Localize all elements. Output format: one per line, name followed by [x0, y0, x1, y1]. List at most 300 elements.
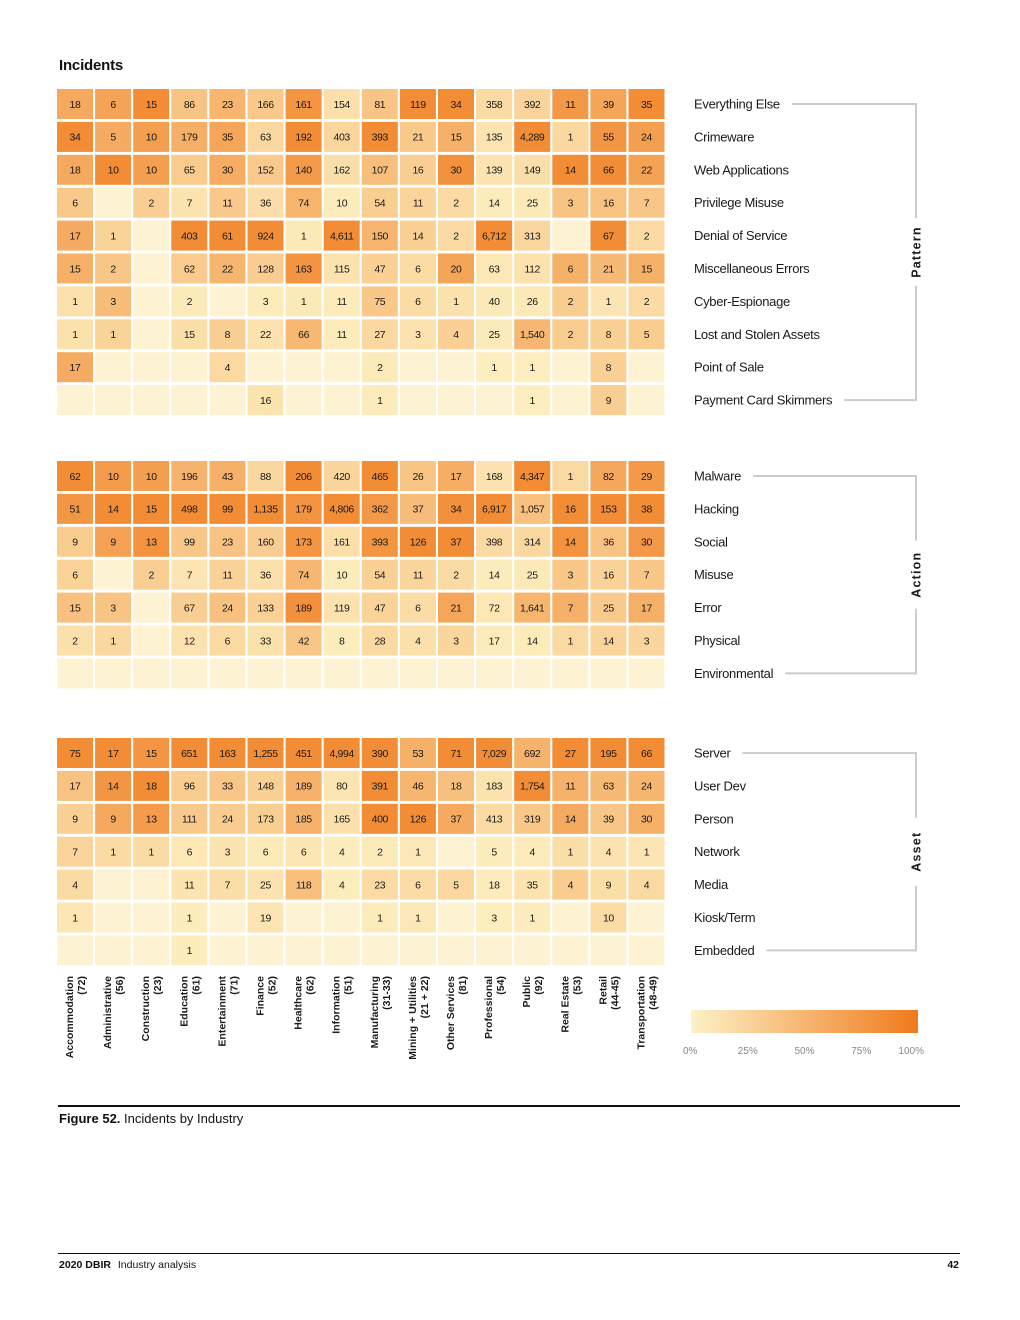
heatmap-cell [95, 188, 131, 218]
industry-axis-labels [64, 975, 660, 1059]
cell-value-label: 10 [145, 470, 157, 483]
row-label: Denial of Service [694, 228, 788, 244]
cell-value-label: 163 [295, 263, 312, 276]
heatmap-cell [209, 286, 245, 316]
cell-value-label: 10 [107, 470, 119, 483]
cell-value-label: 6 [300, 846, 307, 859]
cell-value-label: 7 [643, 197, 650, 210]
cell-value-label: 7 [567, 602, 574, 615]
cell-value-label: 451 [295, 747, 312, 760]
cell-value-label: 10 [145, 131, 157, 144]
cell-value-label: 18 [69, 164, 81, 177]
cell-value-label: 11 [336, 329, 347, 342]
cell-value-label: 74 [298, 197, 310, 210]
cell-value-label: 6 [415, 602, 421, 615]
cell-value-label: 1 [567, 470, 574, 483]
industry-label-text [521, 976, 545, 1008]
cell-value-label: 7 [72, 846, 78, 859]
cell-value-label: 16 [260, 394, 271, 407]
cell-value-label: 14 [526, 635, 538, 648]
cell-value-label: 36 [260, 197, 271, 210]
industry-label [559, 976, 583, 1033]
heatmap-cell [552, 385, 588, 415]
heatmap-cell [286, 658, 322, 688]
cell-value-label: 6 [224, 635, 231, 648]
row-label: Miscellaneous Errors [694, 261, 810, 276]
cell-value-label: 7 [186, 569, 193, 582]
cell-value-label: 4,289 [520, 131, 545, 144]
legend-tick-label: 0% [683, 1046, 698, 1057]
row-label: User Dev [694, 778, 746, 794]
cell-value-label: 5 [453, 879, 459, 892]
industry-label-line: (53) [571, 976, 584, 995]
cell-value-label: 1 [300, 296, 307, 309]
cell-value-label: 11 [184, 879, 195, 892]
row-label: Embedded [694, 942, 755, 958]
cell-value-label: 10 [145, 164, 157, 177]
industry-label-line: Construction [140, 976, 153, 1042]
industry-label [178, 976, 202, 1027]
cell-value-label: 65 [183, 164, 195, 177]
cell-value-label: 33 [260, 635, 271, 648]
cell-value-label: 47 [374, 263, 386, 276]
industry-label [140, 976, 164, 1041]
cell-value-label: 63 [602, 780, 614, 793]
cell-value-label: 3 [567, 569, 574, 582]
cell-value-label: 22 [641, 164, 652, 177]
cell-value-label: 38 [641, 503, 652, 516]
heatmap-cell [552, 658, 588, 688]
heatmap-cell [248, 935, 284, 965]
cell-value-label: 14 [488, 197, 500, 210]
cell-value-label: 1 [491, 362, 497, 374]
cell-value-label: 1,754 [520, 780, 545, 793]
cell-value-label: 6 [262, 846, 269, 859]
cell-value-label: 29 [641, 470, 652, 483]
cell-value-label: 168 [485, 470, 503, 483]
industry-label-text [102, 976, 126, 1049]
figure-caption [59, 1111, 243, 1126]
cell-value-label: 189 [295, 780, 312, 793]
industry-label-line: (81) [457, 976, 469, 995]
cell-value-label: 14 [107, 503, 119, 516]
industry-label-text [255, 976, 279, 1016]
cell-value-label: 17 [69, 362, 81, 374]
cell-value-label: 15 [145, 747, 157, 760]
cell-value-label: 46 [412, 780, 424, 793]
cell-value-label: 86 [183, 98, 195, 111]
cell-value-label: 1,255 [253, 747, 278, 760]
heatmap-cell [629, 903, 665, 933]
heatmap-cell [629, 385, 665, 415]
cell-value-label: 14 [564, 536, 576, 549]
cell-value-label: 6 [110, 98, 116, 111]
cell-value-label: 66 [602, 164, 614, 177]
industry-label-line: Accommodation [64, 976, 76, 1059]
cell-value-label: 17 [69, 230, 81, 243]
heatmap-cell [95, 560, 131, 590]
cell-value-label: 6 [415, 296, 421, 309]
cell-value-label: 1 [377, 394, 383, 407]
cell-value-label: 166 [257, 98, 274, 111]
heatmap-cell [400, 385, 436, 415]
cell-value-label: 1 [529, 394, 535, 407]
cell-value-label: 119 [410, 98, 426, 111]
cell-value-label: 30 [641, 536, 652, 549]
cell-value-label: 7 [224, 879, 231, 892]
cell-value-label: 2 [453, 197, 459, 210]
industry-label-line: (61) [190, 976, 203, 995]
cell-value-label: 4,806 [329, 503, 354, 516]
cell-value-label: 139 [485, 164, 503, 177]
cell-value-label: 3 [453, 635, 459, 648]
legend-tick-label: 100% [898, 1046, 924, 1057]
cell-value-label: 1 [110, 329, 116, 342]
heatmap-cell [209, 658, 245, 688]
industry-label-line: (44-45) [609, 976, 622, 1010]
heatmap-cell [629, 935, 665, 965]
heatmap-cell [171, 658, 207, 688]
heatmap-cell [57, 935, 93, 965]
cell-value-label: 126 [409, 813, 427, 826]
cell-value-label: 34 [450, 98, 462, 111]
cell-value-label: 2 [643, 230, 650, 243]
cell-value-label: 2 [148, 569, 154, 582]
cell-value-label: 36 [260, 569, 271, 582]
cell-value-label: 39 [602, 98, 614, 111]
cell-value-label: 15 [145, 503, 157, 516]
row-label: Social [694, 534, 728, 550]
cell-value-label: 9 [110, 536, 116, 549]
heatmap-cell [400, 935, 436, 965]
cell-value-label: 1 [72, 296, 78, 309]
row-label: Media [694, 877, 728, 893]
industry-label-line: (48-49) [647, 976, 660, 1010]
cell-value-label: 162 [333, 164, 350, 177]
industry-label-line: Healthcare [292, 976, 305, 1030]
row-label: Environmental [694, 665, 774, 681]
industry-label-line: Retail [597, 976, 610, 1005]
row-label: Error [694, 600, 722, 616]
cell-value-label: 319 [524, 813, 541, 826]
cell-value-label: 9 [110, 813, 116, 826]
industry-label [255, 976, 279, 1016]
cell-value-label: 160 [257, 536, 274, 549]
cell-value-label: 3 [110, 296, 116, 309]
cell-value-label: 35 [221, 131, 233, 144]
industry-label-line: Transportation [635, 976, 648, 1050]
heatmap-cell [629, 658, 665, 688]
industry-label [293, 976, 317, 1030]
cell-value-label: 27 [374, 329, 386, 342]
heatmap-cell [133, 626, 169, 656]
cell-value-label: 4 [415, 635, 421, 648]
industry-label-line: (21 + 22) [418, 976, 431, 1019]
cell-value-label: 153 [600, 503, 617, 516]
cell-value-label: 55 [602, 131, 614, 144]
cell-value-label: 2 [72, 635, 78, 648]
cell-value-label: 81 [374, 98, 386, 111]
heatmap-cell [95, 352, 131, 382]
cell-value-label: 1,057 [520, 503, 545, 516]
cell-value-label: 183 [485, 780, 503, 793]
cell-value-label: 9 [605, 879, 612, 892]
cell-value-label: 1 [567, 846, 574, 859]
section-label: Asset [909, 831, 924, 872]
cell-value-label: 23 [221, 98, 233, 111]
industry-label [597, 976, 621, 1010]
cell-value-label: 5 [643, 329, 650, 342]
cell-value-label: 1 [72, 912, 78, 925]
cell-value-label: 2 [643, 296, 650, 309]
cell-value-label: 25 [260, 879, 271, 892]
cell-value-label: 6 [415, 263, 421, 276]
cell-value-label: 115 [333, 263, 350, 276]
industry-label-text [64, 976, 88, 1058]
cell-value-label: 2 [567, 296, 574, 309]
cell-value-label: 17 [450, 470, 462, 483]
cell-value-label: 398 [485, 536, 503, 549]
cell-value-label: 15 [145, 98, 157, 111]
cell-value-label: 152 [257, 164, 274, 177]
cell-value-label: 12 [183, 635, 195, 648]
cell-value-label: 1 [110, 230, 116, 243]
heatmap-cell [362, 658, 398, 688]
figure-title: Incidents by Industry [124, 1111, 244, 1126]
cell-value-label: 16 [564, 503, 576, 516]
cell-value-label: 24 [221, 813, 233, 826]
cell-value-label: 413 [485, 813, 503, 826]
cell-value-label: 23 [374, 879, 386, 892]
cell-value-label: 9 [72, 536, 78, 549]
cell-value-label: 1 [605, 296, 612, 309]
industry-label-line: (52) [266, 976, 279, 995]
cell-value-label: 15 [69, 263, 81, 276]
cell-value-label: 179 [181, 131, 198, 144]
industry-label-line: Information [330, 976, 343, 1034]
cell-value-label: 75 [69, 747, 81, 760]
page-number: 42 [947, 1259, 959, 1271]
cell-value-label: 692 [524, 747, 541, 760]
cell-value-label: 16 [412, 164, 424, 177]
heatmap-cell [133, 658, 169, 688]
industry-label-line: (71) [228, 976, 241, 995]
cell-value-label: 192 [295, 131, 312, 144]
industry-label-line: Manufacturing [368, 976, 381, 1049]
cell-value-label: 391 [371, 780, 388, 793]
heatmap-cell [476, 658, 512, 688]
cell-value-label: 30 [450, 164, 462, 177]
cell-value-label: 7 [643, 569, 650, 582]
cell-value-label: 1 [300, 230, 307, 243]
cell-value-label: 62 [183, 263, 195, 276]
cell-value-label: 4 [338, 879, 345, 892]
cell-value-label: 390 [371, 747, 388, 760]
cell-value-label: 54 [374, 197, 386, 210]
cell-value-label: 173 [257, 813, 274, 826]
cell-value-label: 35 [526, 879, 538, 892]
row-label: Lost and Stolen Assets [694, 326, 820, 342]
cell-value-label: 13 [145, 813, 157, 826]
cell-value-label: 74 [298, 569, 310, 582]
heatmap-cell [286, 935, 322, 965]
cell-value-label: 2 [453, 569, 459, 582]
cell-value-label: 25 [526, 197, 538, 210]
industry-label-line: Administrative [102, 976, 115, 1049]
heatmap-cell [400, 352, 436, 382]
cell-value-label: 15 [69, 602, 81, 615]
industry-label [483, 976, 507, 1039]
cell-value-label: 9 [605, 394, 612, 407]
cell-value-label: 66 [641, 747, 652, 760]
cell-value-label: 14 [488, 569, 500, 582]
industry-label-text [636, 976, 660, 1050]
cell-value-label: 6 [415, 879, 421, 892]
cell-value-label: 2 [148, 197, 154, 210]
cell-value-label: 34 [450, 503, 462, 516]
footer-rule [58, 1253, 960, 1254]
heatmap-cell [324, 385, 360, 415]
cell-value-label: 1 [567, 635, 574, 648]
industry-label-line: (23) [152, 976, 165, 995]
cell-value-label: 16 [602, 569, 614, 582]
row-label: Server [694, 745, 731, 761]
footer-doc: 2020 DBIR [59, 1259, 111, 1271]
industry-label-line: Entertainment [216, 976, 229, 1047]
heatmap-cell [133, 254, 169, 284]
cell-value-label: 1 [110, 635, 116, 648]
heatmap-cell [209, 903, 245, 933]
section-label: Pattern [909, 226, 924, 278]
heatmap-cell [400, 658, 436, 688]
heatmap-cell [476, 935, 512, 965]
cell-value-label: 651 [181, 747, 198, 760]
cell-value-label: 17 [488, 635, 500, 648]
cell-value-label: 206 [295, 470, 312, 483]
heatmap-cell [133, 286, 169, 316]
cell-value-label: 111 [181, 813, 197, 826]
cell-value-label: 6 [186, 846, 193, 859]
caption-rule [58, 1105, 960, 1107]
figure-number: Figure 52. [59, 1111, 121, 1126]
cell-value-label: 11 [412, 569, 423, 582]
industry-label-line: (51) [342, 976, 355, 995]
cell-value-label: 1 [415, 912, 421, 925]
industry-label-line: Other Services [445, 976, 457, 1051]
cell-value-label: 16 [602, 197, 614, 210]
cell-value-label: 1 [186, 912, 193, 925]
cell-value-label: 10 [602, 912, 614, 925]
heatmap-cell [438, 658, 474, 688]
cell-value-label: 11 [565, 98, 576, 111]
cell-value-label: 80 [336, 780, 348, 793]
heatmap-cell [552, 903, 588, 933]
heatmap-cell [514, 658, 550, 688]
industry-label-text [140, 976, 164, 1041]
heatmap-cell [324, 658, 360, 688]
industry-label-text [293, 976, 317, 1030]
cell-value-label: 1 [148, 846, 154, 859]
heatmap-cell [324, 935, 360, 965]
cell-value-label: 18 [145, 780, 157, 793]
industry-label-text [445, 976, 469, 1050]
cell-value-label: 924 [257, 230, 274, 243]
heatmap-cell [286, 352, 322, 382]
cell-value-label: 53 [412, 747, 424, 760]
cell-value-label: 61 [221, 230, 233, 243]
cell-value-label: 27 [564, 747, 576, 760]
heatmap-cell [629, 352, 665, 382]
cell-value-label: 18 [69, 98, 81, 111]
cell-value-label: 1 [110, 846, 116, 859]
footer [59, 1259, 196, 1271]
industry-label-line: (56) [114, 976, 127, 995]
heatmap-cell [209, 935, 245, 965]
cell-value-label: 6 [72, 569, 78, 582]
heatmap-cell [552, 352, 588, 382]
industry-label-line: Professional [483, 976, 496, 1040]
cell-value-label: 72 [488, 602, 500, 615]
cell-value-label: 393 [371, 536, 388, 549]
cell-value-label: 21 [412, 131, 424, 144]
cell-value-label: 107 [371, 164, 388, 177]
cell-value-label: 148 [257, 780, 274, 793]
cell-value-label: 154 [333, 98, 350, 111]
cell-value-label: 195 [600, 747, 617, 760]
heatmap-cell [514, 935, 550, 965]
industry-label [445, 976, 469, 1050]
heatmap-cell [95, 903, 131, 933]
row-label: Cyber-Espionage [694, 293, 790, 309]
cell-value-label: 313 [524, 230, 541, 243]
cell-value-label: 10 [107, 164, 119, 177]
cell-value-label: 99 [221, 503, 233, 516]
cell-value-label: 4 [529, 846, 535, 859]
heatmap-cells [57, 89, 665, 965]
cell-value-label: 14 [602, 635, 614, 648]
cell-value-label: 3 [643, 635, 650, 648]
row-label: Point of Sale [694, 359, 764, 375]
cell-value-label: 1,540 [520, 329, 545, 342]
cell-value-label: 400 [371, 813, 388, 826]
cell-value-label: 21 [450, 602, 462, 615]
cell-value-label: 30 [641, 813, 652, 826]
heatmap-cell [171, 352, 207, 382]
cell-value-label: 15 [183, 329, 195, 342]
heatmap-cell [248, 352, 284, 382]
legend-tick-label: 50% [794, 1046, 815, 1057]
cell-value-label: 11 [222, 197, 233, 210]
cell-value-label: 3 [567, 197, 574, 210]
cell-value-label: 26 [526, 296, 538, 309]
cell-value-label: 163 [219, 747, 236, 760]
heatmap-cell [286, 903, 322, 933]
cell-value-label: 24 [641, 780, 652, 793]
cell-value-label: 88 [260, 470, 271, 483]
heatmap-cell [286, 385, 322, 415]
cell-value-label: 6 [72, 197, 78, 210]
cell-value-label: 392 [524, 98, 541, 111]
cell-value-label: 33 [221, 780, 233, 793]
cell-value-label: 6,712 [481, 230, 507, 243]
cell-value-label: 14 [564, 164, 576, 177]
cell-value-label: 133 [257, 602, 274, 615]
cell-value-label: 498 [181, 503, 198, 516]
cell-value-label: 25 [602, 602, 614, 615]
cell-value-label: 4 [453, 329, 459, 342]
cell-value-label: 1 [529, 362, 535, 374]
heatmap-cell [438, 935, 474, 965]
